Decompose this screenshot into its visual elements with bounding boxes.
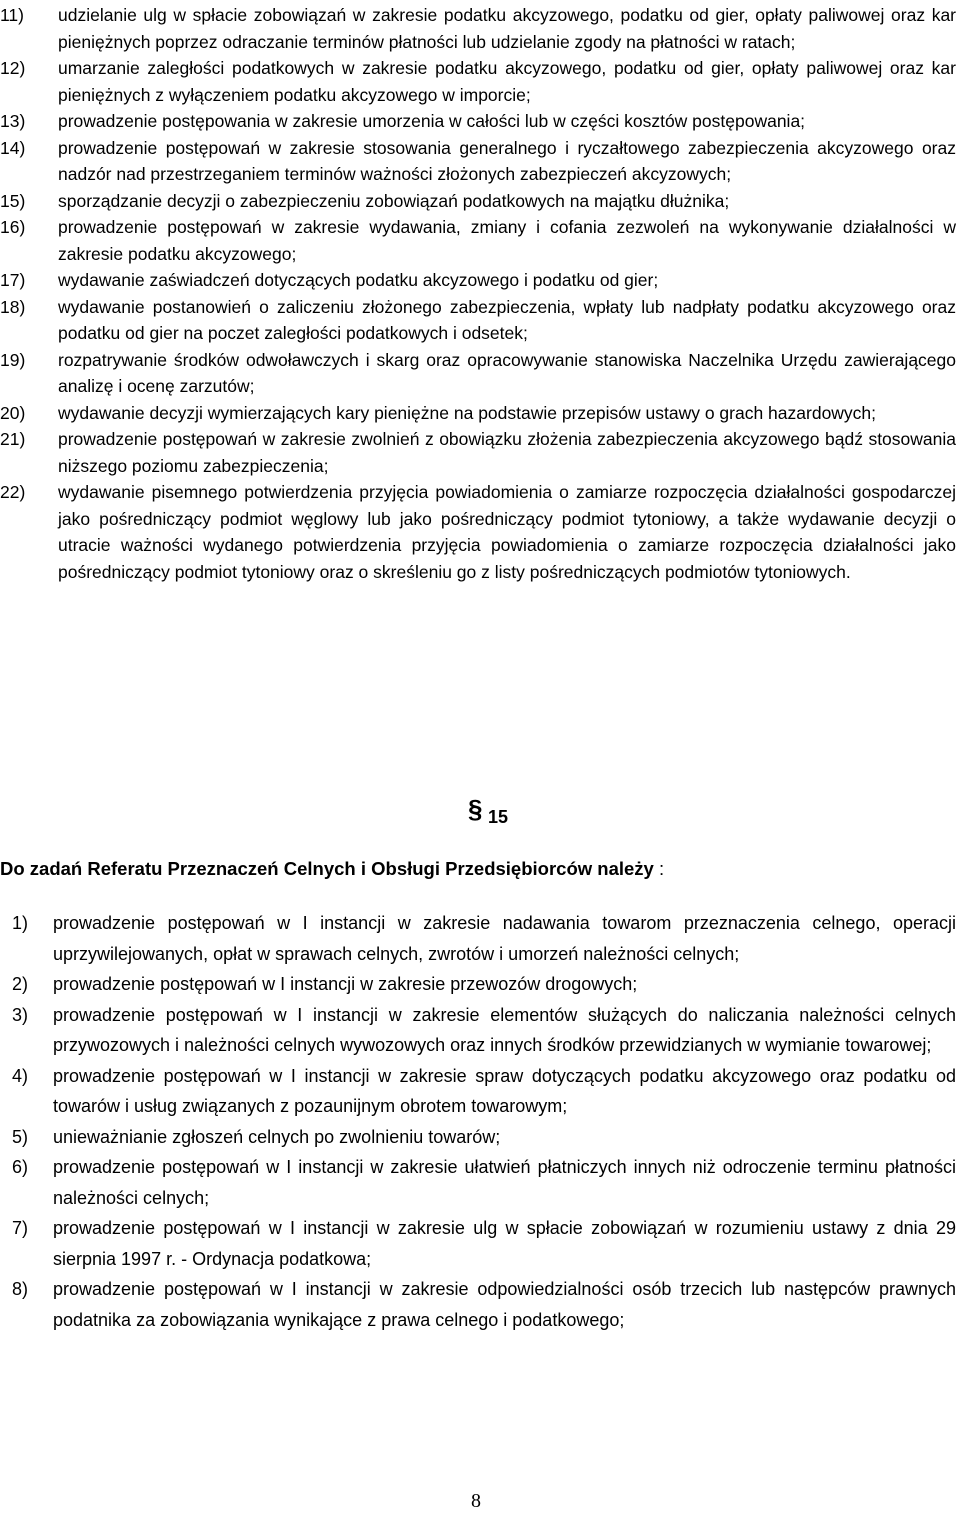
- item-text: wydawanie pisemnego potwierdzenia przyjęcia powiadomienia o zamiarze rozpoczęcia działalności gospodarczej jako pośredniczący podmiot węglowy lub jako pośredniczący podmiot tytoniowy, a także wydawanie decyzji o utracie ważności wydanego potwierdzenia przyjęcia powiadomienia o zamiarze rozpoczęcia działalności jako pośredniczący podmiot tytoniowy oraz o skreśleniu go z listy pośredniczących podmiotów tytoniowych.: [58, 482, 956, 582]
- item-number: 5): [12, 1126, 29, 1147]
- list-item: [0, 294, 956, 347]
- list-item: [0, 479, 956, 585]
- page-number: 8: [471, 1490, 481, 1512]
- item-number: 2): [12, 974, 29, 994]
- item-text: wydawanie decyzji wymierzających kary pieniężne na podstawie przepisów ustawy o grach hazardowych;: [58, 402, 877, 423]
- item-text: umarzanie zaległości podatkowych w zakresie podatku akcyzowego, podatku od gier, opłaty paliwowej oraz kar pieniężnych z wyłączeniem podatku akcyzowego w imporcie;: [58, 58, 956, 105]
- list-item: [0, 214, 956, 267]
- item-text: prowadzenie postępowań w I instancji w zakresie spraw dotyczących podatku akcyzowego oraz podatku od towarów i usług związanych z pozaunijnym obrotem towarowym;: [53, 1065, 956, 1116]
- section-duties-list: [0, 908, 956, 1335]
- list-item: [0, 267, 956, 294]
- item-number: 16): [0, 217, 26, 237]
- list-item: [0, 426, 956, 479]
- item-text: prowadzenie postępowań w I instancji w zakresie przewozów drogowych;: [53, 974, 638, 994]
- paragraph-symbol: §: [468, 794, 483, 824]
- item-text: sporządzanie decyzji o zabezpieczeniu zobowiązań podatkowych na majątku dłużnika;: [58, 190, 730, 211]
- item-number: 11): [0, 5, 24, 25]
- item-number: 17): [0, 270, 26, 290]
- item-text: prowadzenie postępowań w I instancji w zakresie ulg w spłacie zobowiązań w rozumieniu ustawy z dnia 29 sierpnia 1997 r. - Ordynacja podatkowa;: [53, 1218, 956, 1269]
- item-number: 15): [0, 190, 26, 211]
- item-text: prowadzenie postępowań w I instancji w zakresie elementów służących do naliczania należności celnych przywozowych i należności celnych wywozowych oraz innych środków przewidzianych w wymianie towarowej;: [53, 1004, 956, 1055]
- list-item: [0, 1213, 956, 1274]
- item-number: 6): [12, 1157, 29, 1177]
- list-item: [0, 135, 956, 188]
- item-number: 22): [0, 482, 26, 502]
- item-number: 7): [12, 1218, 29, 1238]
- item-number: 13): [0, 111, 26, 131]
- item-number: 8): [12, 1279, 29, 1299]
- item-number: 20): [0, 402, 26, 423]
- section-heading: [0, 856, 956, 882]
- item-text: prowadzenie postępowań w zakresie stosowania generalnego i ryczałtowego zabezpieczenia akcyzowego oraz nadzór nad przestrzeganiem terminów ważności złożonych zabezpieczeń akcyzowych;: [58, 137, 956, 184]
- continued-duties-list: [0, 2, 956, 585]
- item-text: rozpatrywanie środków odwoławczych i skarg oraz opracowywanie stanowiska Naczelnika Urzędu zawierającego analizę i ocenę zarzutów;: [58, 349, 956, 396]
- list-item: [0, 347, 956, 400]
- item-number: 18): [0, 296, 26, 317]
- item-text: wydawanie zaświadczeń dotyczących podatku akcyzowego i podatku od gier;: [58, 270, 659, 290]
- item-number: 12): [0, 58, 26, 78]
- item-text: prowadzenie postępowań w I instancji w zakresie nadawania towarom przeznaczenia celnego, operacji uprzywilejowanych, opłat w sprawach celnych, zwrotów i umorzeń należności celnych;: [53, 913, 956, 964]
- list-item: [0, 2, 956, 55]
- section-heading-colon: :: [653, 858, 665, 879]
- list-item: [0, 1122, 956, 1153]
- item-text: prowadzenie postępowań w zakresie zwolnień z obowiązku złożenia zabezpieczenia akcyzowego bądź stosowania niższego poziomu zabezpieczenia;: [58, 429, 956, 476]
- list-item: [0, 969, 956, 1000]
- item-text: prowadzenie postępowań w zakresie wydawania, zmiany i cofania zezwoleń na wykonywanie działalności w zakresie podatku akcyzowego;: [58, 217, 956, 264]
- item-number: 19): [0, 349, 26, 370]
- item-number: 1): [12, 913, 29, 933]
- item-text: prowadzenie postępowań w I instancji w zakresie ułatwień płatniczych innych niż odroczenie terminu płatności należności celnych;: [53, 1157, 956, 1208]
- item-text: prowadzenie postępowań w I instancji w zakresie odpowiedzialności osób trzecich lub następców prawnych podatnika za zobowiązania wynikające z prawa celnego i podatkowego;: [53, 1279, 956, 1330]
- list-item: [0, 1061, 956, 1122]
- item-number: 14): [0, 137, 26, 158]
- list-item: [0, 1274, 956, 1335]
- paragraph-number: 15: [488, 807, 509, 827]
- item-number: 3): [12, 1004, 29, 1025]
- item-number: 21): [0, 429, 26, 449]
- item-text: unieważnianie zgłoszeń celnych po zwolnieniu towarów;: [53, 1126, 501, 1147]
- list-item: [0, 1152, 956, 1213]
- list-item: [0, 108, 956, 135]
- list-item: [0, 1000, 956, 1061]
- item-text: udzielanie ulg w spłacie zobowiązań w zakresie podatku akcyzowego, podatku od gier, opłaty paliwowej oraz kar pieniężnych poprzez odraczanie terminów płatności lub udzielanie zgody na płatności w ratach;: [58, 5, 956, 52]
- item-number: 4): [12, 1065, 29, 1086]
- section-heading-text: Do zadań Referatu Przeznaczeń Celnych i Obsługi Przedsiębiorców należy: [0, 858, 654, 879]
- list-item: [0, 908, 956, 969]
- item-text: wydawanie postanowień o zaliczeniu złożonego zabezpieczenia, wpłaty lub nadpłaty podatku akcyzowego oraz podatku od gier na poczet zaległości podatkowych i odsetek;: [58, 296, 956, 343]
- list-item: [0, 55, 956, 108]
- list-item: [0, 188, 956, 215]
- item-text: prowadzenie postępowania w zakresie umorzenia w całości lub w części kosztów postępowania;: [58, 111, 806, 131]
- list-item: [0, 400, 956, 427]
